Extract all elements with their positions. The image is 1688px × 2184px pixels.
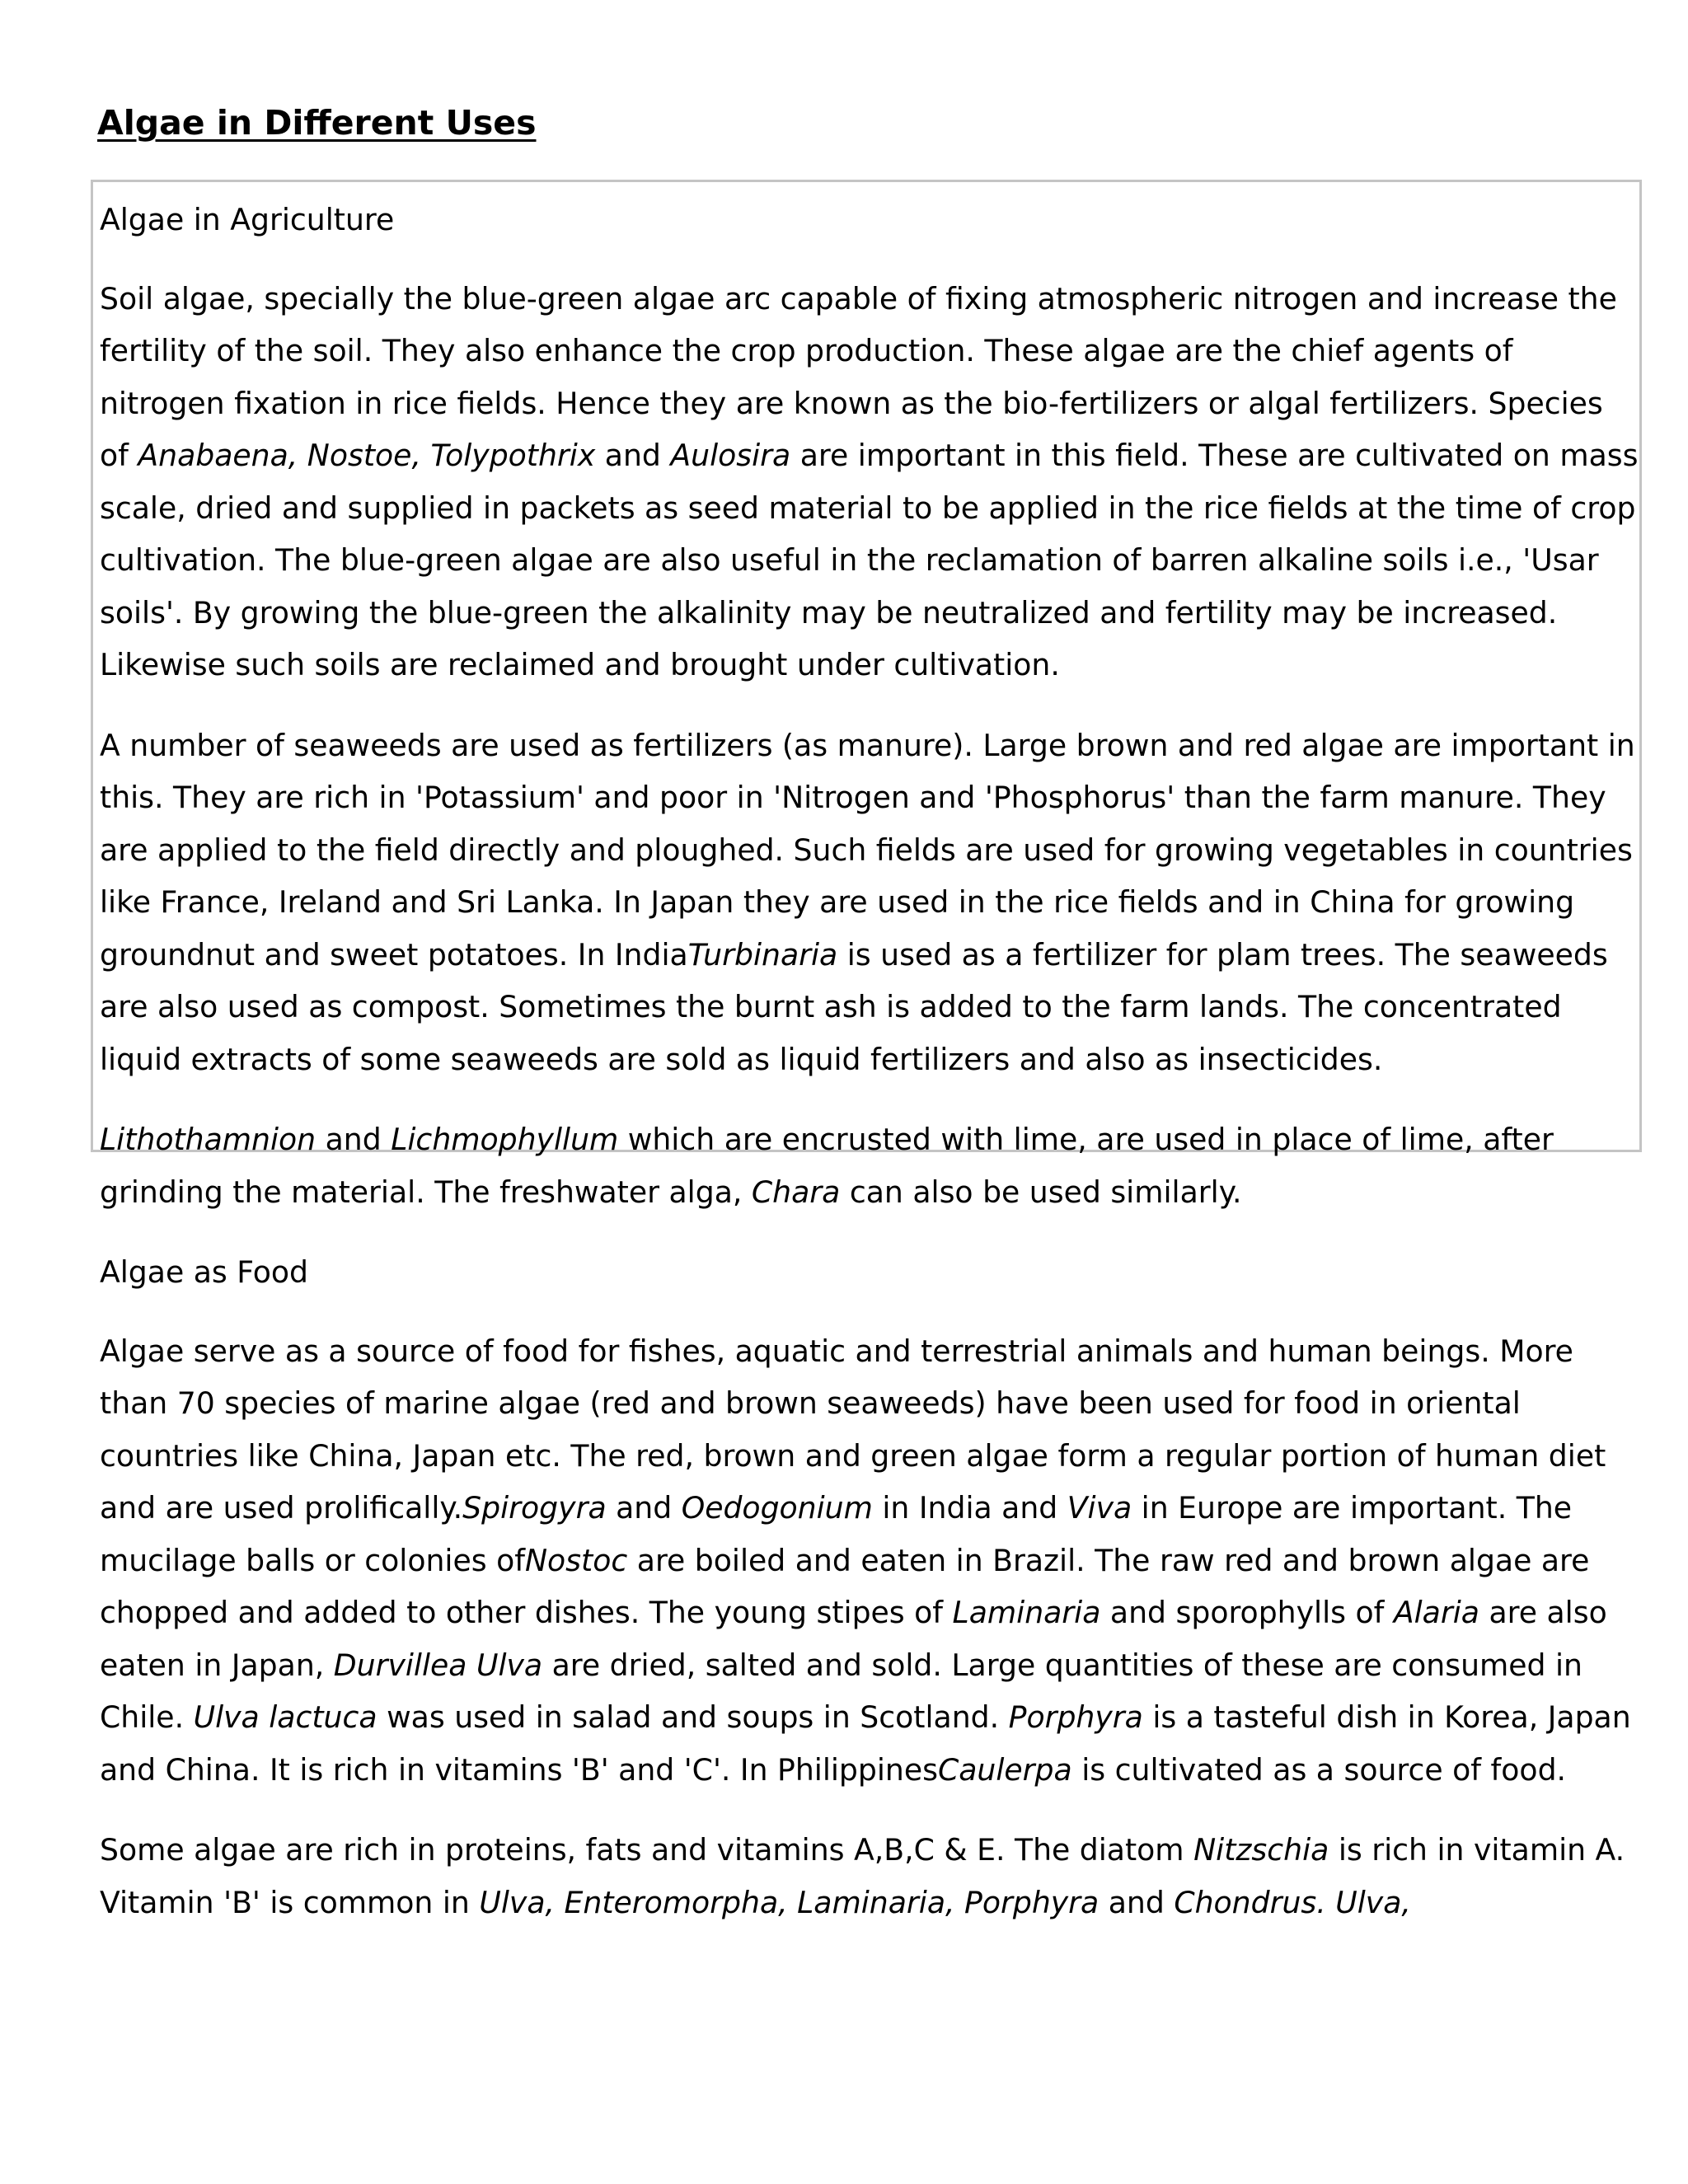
italic-term: Lithothamnion [100, 1122, 316, 1157]
italic-term: Oedogonium [681, 1490, 873, 1526]
agriculture-paragraph-2 [100, 719, 1639, 1086]
text-run: are also eaten in Japan, [100, 1595, 1607, 1683]
italic-term: Anabaena, Nostoe, Tolypothrix [138, 438, 596, 473]
text-run: is used as a fertilizer for plam trees. The seaweeds are also used as compost. Sometimes the burnt ash is added to the farm lands. The concentrated liquid extracts of some seaweeds are sold as liquid fertilizers and also as insecticides. [100, 936, 1608, 1077]
italic-term: Nostoc [524, 1542, 628, 1578]
section-heading-agriculture: Algae in Agriculture [100, 202, 395, 237]
italic-term: Ulva lactuca [193, 1699, 377, 1735]
agriculture-paragraph-1 [100, 273, 1639, 691]
text-run: Soil algae, specially the blue-green algae arc capable of fixing atmospheric nitrogen and increase the fertility of the soil. They also enhance the crop production. These algae are the chief agents of nitrogen fixation in rice fields. Hence they are known as the bio-fertilizers or algal fertilizers. Species of [100, 280, 1617, 473]
text-run: can also be used similarly. [840, 1174, 1242, 1210]
italic-term: Spirogyra [462, 1490, 607, 1526]
text-run: A number of seaweeds are used as fertilizers (as manure). Large brown and red algae are important in this. They are rich in 'Potassium' and poor in 'Nitrogen and 'Phosphorus' than the farm manure. They are applied to the field directly and ploughed. Such fields are used for growing vegetables in countries like France, Ireland and Sri Lanka. In Japan they are used in the rice fields and in China for growing groundnut and sweet potatoes. In India [100, 727, 1635, 972]
text-run: and [606, 1490, 682, 1526]
text-run: are important in this field. These are cultivated on mass scale, dried and supplied in packets as seed material to be applied in the rice fields at the time of crop cultivation. The blue-green algae are also useful in the reclamation of barren alkaline soils i.e., 'Usar soils'. By growing the blue-green the alkalinity may be neutralized and fertility may be increased. Likewise such soils are reclaimed and brought under cultivation. [100, 438, 1639, 682]
italic-term: Lichmophyllum [391, 1122, 619, 1157]
text-run: Some algae are rich in proteins, fats and vitamins A,B,C & E. The diatom [100, 1832, 1194, 1868]
italic-term: Ulva, Enteromorpha, Laminaria, Porphyra [479, 1884, 1100, 1920]
italic-term: Porphyra [1008, 1699, 1143, 1735]
text-run: in India and [872, 1490, 1067, 1526]
section-heading-food: Algae as Food [100, 1254, 309, 1290]
text-run: and [1099, 1884, 1175, 1920]
italic-term: Chondrus. Ulva, [1174, 1884, 1411, 1920]
italic-term: Turbinaria [687, 936, 838, 972]
document-title: Algae in Different Uses [97, 103, 537, 143]
text-run: and sporophylls of [1100, 1595, 1394, 1630]
italic-term: Chara [751, 1174, 841, 1210]
text-run: and [316, 1122, 392, 1157]
text-run: and [595, 438, 671, 473]
text-run: which are encrusted with lime, are used in place of lime, after grinding the material. The freshwater alga, [100, 1122, 1554, 1210]
food-paragraph-1 [100, 1325, 1639, 1797]
italic-term: Durvillea Ulva [333, 1647, 543, 1683]
text-run: was used in salad and soups in Scotland. [377, 1699, 1009, 1735]
italic-term: Nitzschia [1193, 1832, 1329, 1868]
text-run: are boiled and eaten in Brazil. The raw red and brown algae are chopped and added to other dishes. The young stipes of [100, 1542, 1590, 1630]
italic-term: Laminaria [952, 1595, 1101, 1630]
italic-term: Aulosira [670, 438, 791, 473]
italic-term: Alaria [1393, 1595, 1479, 1630]
text-run: are dried, salted and sold. Large quantities of these are consumed in Chile. [100, 1647, 1582, 1735]
italic-term: Caulerpa [937, 1751, 1072, 1788]
content-box [91, 180, 1642, 1920]
text-run: is rich in vitamin A. Vitamin 'B' is common in [100, 1832, 1625, 1920]
agriculture-paragraph-3 [100, 1113, 1639, 1218]
text-run: is cultivated as a source of food. [1071, 1751, 1567, 1788]
italic-term: Viva [1067, 1490, 1132, 1526]
text-run: is a tasteful dish in Korea, Japan and China. It is rich in vitamins 'B' and 'C'. In Philippines [100, 1699, 1631, 1788]
text-run: Algae serve as a source of food for fishes, aquatic and terrestrial animals and human beings. More than 70 species of marine algae (red and brown seaweeds) have been used for food in oriental countries like China, Japan etc. The red, brown and green algae form a regular portion of human diet and are used prolifically. [100, 1333, 1606, 1526]
text-run: in Europe are important. The mucilage balls or colonies of [100, 1490, 1573, 1578]
food-paragraph-2 [100, 1824, 1639, 1929]
